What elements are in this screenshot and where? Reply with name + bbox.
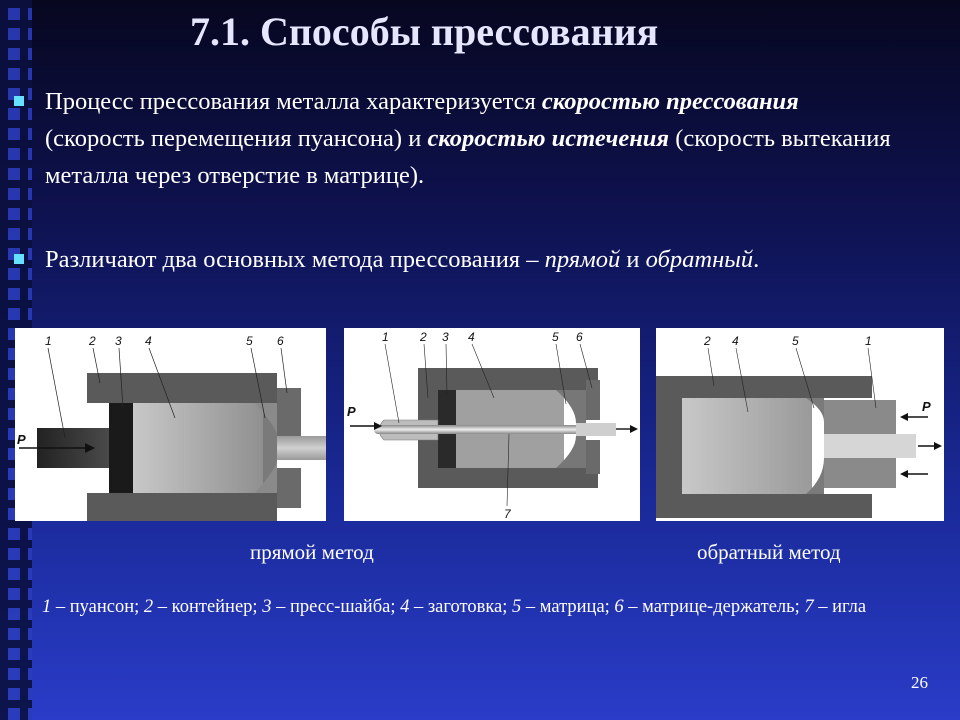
- extruded-product: [824, 434, 916, 458]
- label-2: 2: [89, 334, 96, 348]
- label-1: 1: [382, 330, 389, 344]
- die-holder-top: [277, 388, 301, 436]
- punch-top: [824, 400, 896, 434]
- die-holder-bottom: [586, 440, 600, 474]
- extruded-product: [277, 436, 326, 460]
- punch-bottom: [824, 458, 896, 488]
- force-label: P: [17, 432, 26, 447]
- container-back: [656, 398, 682, 494]
- label-4: 4: [732, 334, 739, 348]
- direct-needle-svg: [344, 328, 640, 521]
- slide-title: 7.1. Способы прессования: [190, 9, 659, 54]
- diagram-direct-needle: [344, 328, 640, 521]
- force-label: P: [347, 404, 356, 419]
- label-1: 1: [865, 334, 872, 348]
- label-4: 4: [145, 334, 152, 348]
- force-label: P: [922, 399, 931, 414]
- label-3: 3: [442, 330, 449, 344]
- billet: [682, 398, 812, 494]
- container-bottom: [656, 494, 872, 518]
- emphasis-direct: прямой: [544, 246, 621, 273]
- page-number: 26: [911, 673, 928, 692]
- bullet-square-icon: [14, 254, 24, 264]
- flow-arrowhead: [630, 425, 638, 433]
- diagram-reverse-pressing: [656, 328, 944, 521]
- label-1: 1: [45, 334, 52, 348]
- die-holder-top: [586, 380, 600, 420]
- billet: [133, 403, 263, 493]
- label-5: 5: [792, 334, 799, 348]
- label-2: 2: [704, 334, 711, 348]
- container-bottom: [87, 493, 277, 521]
- force-arrowhead-bottom: [900, 470, 908, 478]
- label-6: 6: [576, 330, 583, 344]
- label-5: 5: [552, 330, 559, 344]
- bullet-text: Процесс прессования металла характеризуется скоростью прессования (скорость перемещения пуансона) и скоростью истечения (скорость вытекания металла через отверстие в матрице).: [45, 88, 891, 189]
- extruded-product: [576, 423, 616, 436]
- reverse-pressing-svg: [656, 328, 944, 521]
- label-6: 6: [277, 334, 284, 348]
- label-2: 2: [420, 330, 427, 344]
- emphasis-press-speed: скоростью прессования: [541, 88, 799, 115]
- die-holder-bottom: [277, 468, 301, 508]
- needle: [374, 425, 579, 434]
- caption-reverse: обратный метод: [697, 540, 841, 564]
- caption-direct: прямой метод: [250, 540, 374, 564]
- bullet-speeds: [14, 83, 904, 194]
- direct-pressing-svg: [15, 328, 326, 521]
- diagram-direct-pressing: [15, 328, 326, 521]
- label-5: 5: [246, 334, 253, 348]
- container-left-bottom: [418, 440, 438, 468]
- label-4: 4: [468, 330, 475, 344]
- parts-legend: 1 – пуансон; 2 – контейнер; 3 – пресс-шайба; 4 – заготовка; 5 – матрица; 6 – матрице-держатель; 7 – игла: [42, 597, 867, 617]
- container-top: [418, 368, 598, 390]
- press-washer: [109, 403, 133, 493]
- label-3: 3: [115, 334, 122, 348]
- bullet-methods: [14, 241, 904, 278]
- bullet-square-icon: [14, 96, 24, 106]
- flow-arrowhead: [934, 442, 942, 450]
- label-7: 7: [504, 507, 511, 521]
- bullet-text: Различают два основных метода прессования – прямой и обратный.: [45, 246, 760, 273]
- container-top: [656, 376, 872, 398]
- emphasis-reverse: обратный: [645, 246, 754, 273]
- emphasis-flow-speed: скоростью истечения: [427, 125, 670, 152]
- force-arrowhead-top: [900, 413, 908, 421]
- container-top: [87, 373, 277, 403]
